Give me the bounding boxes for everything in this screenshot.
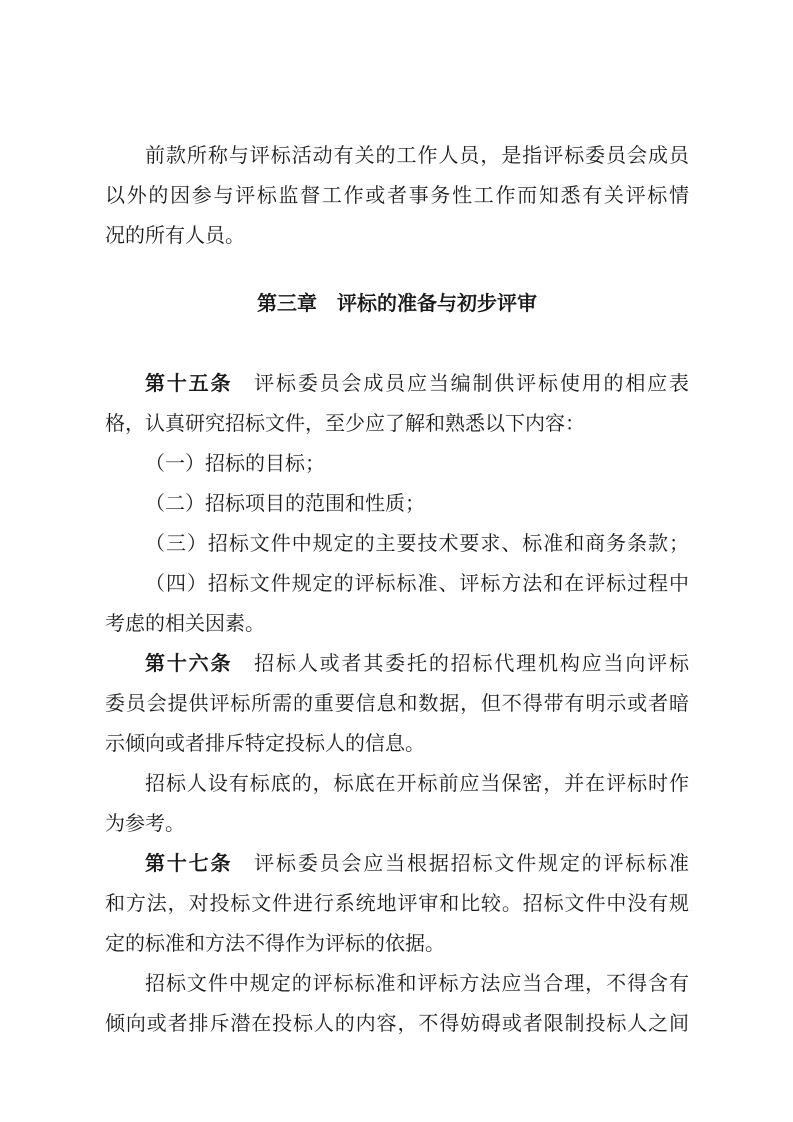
art17-p2-line-2: 倾向或者排斥潜在投标人的内容，不得妨碍或者限制投标人之间 bbox=[105, 1011, 689, 1035]
art15-item-2: （二）招标项目的范围和性质； bbox=[145, 491, 425, 515]
art16-line-1 bbox=[105, 649, 689, 677]
art15-text-1: 评标委员会成员应当编制供评标使用的相应表 bbox=[252, 371, 689, 395]
art16-head: 第十六条 bbox=[145, 651, 233, 675]
para1-line-3: 况的所有人员。 bbox=[105, 223, 245, 247]
para1-line-2: 以外的因参与评标监督工作或者事务性工作而知悉有关评标情 bbox=[105, 183, 689, 207]
chapter-title: 评标的准备与初步评审 bbox=[337, 291, 537, 315]
art17-text-1: 评标委员会应当根据招标文件规定的评标标准 bbox=[252, 851, 689, 875]
art15-head: 第十五条 bbox=[145, 371, 233, 395]
art17-line-1 bbox=[105, 849, 689, 877]
art15-item-4: （四）招标文件规定的评标标准、评标方法和在评标过程中 bbox=[145, 571, 689, 595]
para1-line-1: 前款所称与评标活动有关的工作人员，是指评标委员会成员 bbox=[145, 143, 689, 167]
art15-line-2: 格，认真研究招标文件，至少应了解和熟悉以下内容： bbox=[105, 411, 585, 435]
chapter-number: 第三章 bbox=[257, 291, 317, 315]
document-page bbox=[105, 0, 689, 1122]
art16-p2-line-2: 为参考。 bbox=[105, 811, 185, 835]
art17-line-2: 和方法，对投标文件进行系统地评审和比较。招标文件中没有规 bbox=[105, 891, 689, 915]
art17-head: 第十七条 bbox=[145, 851, 233, 875]
art16-line-2: 委员会提供评标所需的重要信息和数据，但不得带有明示或者暗 bbox=[105, 691, 689, 715]
art17-line-3: 定的标准和方法不得作为评标的依据。 bbox=[105, 931, 445, 955]
chapter-heading bbox=[105, 289, 689, 317]
art17-p2-line-1: 招标文件中规定的评标标准和评标方法应当合理，不得含有 bbox=[145, 971, 689, 995]
art15-line-1 bbox=[105, 369, 689, 397]
art16-text-1: 招标人或者其委托的招标代理机构应当向评标 bbox=[252, 651, 689, 675]
art16-p2-line-1: 招标人设有标底的，标底在开标前应当保密，并在评标时作 bbox=[145, 771, 689, 795]
art15-item-3: （三）招标文件中规定的主要技术要求、标准和商务条款； bbox=[145, 531, 689, 555]
art16-line-3: 示倾向或者排斥特定投标人的信息。 bbox=[105, 731, 425, 755]
art15-item-1: （一）招标的目标； bbox=[145, 451, 325, 475]
art15-item-4-cont: 考虑的相关因素。 bbox=[105, 611, 265, 635]
